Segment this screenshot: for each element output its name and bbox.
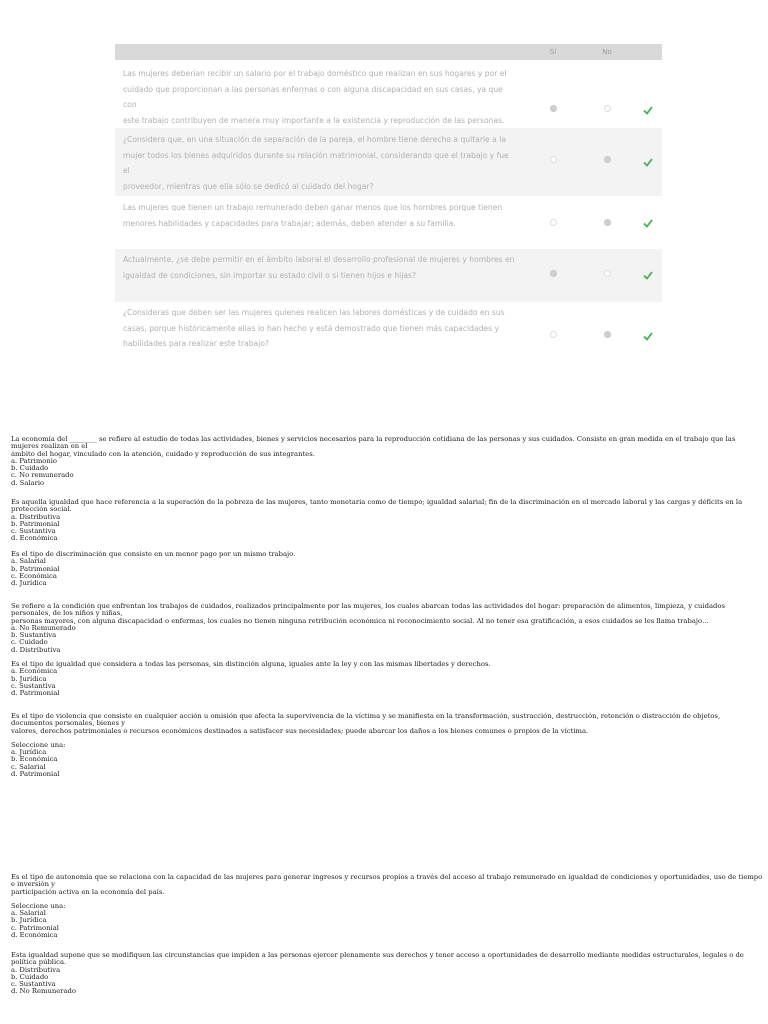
question-line: Es el tipo de autonomía que se relaciona con la capacidad de las mujeres para generar ingresos y recursos propios a través del acceso al trabajo remunerado en igualdad de condiciones y oportunidades, uso de tiempo e inversión y: [11, 873, 763, 889]
survey-row: [115, 128, 662, 196]
question-line: este trabajo contribuyen de manera muy importante a la existencia y reproducción de las personas.: [123, 115, 505, 125]
survey-question: [123, 200, 515, 231]
survey-question: [123, 305, 515, 352]
answer-option[interactable]: d. Jurídica: [11, 579, 47, 588]
question-text: [11, 713, 763, 735]
answer-option[interactable]: a. Distributiva: [11, 512, 61, 521]
radio-no[interactable]: [604, 219, 611, 226]
question-line: Es el tipo de discriminación que consiste en un menor pago por un mismo trabajo.: [11, 550, 296, 558]
question-line: menores habilidades y capacidades para trabajar; además, deben atender a su familia.: [123, 218, 456, 228]
answer-option[interactable]: d. Patrimonial: [11, 689, 60, 698]
answer-option[interactable]: c. Patrimonial: [11, 923, 59, 932]
question-line: habilidades para realizar este trabajo?: [123, 339, 269, 348]
select-prompt: Seleccione una:: [11, 740, 66, 749]
answer-option[interactable]: b. Sustantiva: [11, 631, 57, 640]
answer-option[interactable]: b. Jurídica: [11, 674, 47, 683]
survey-question: [123, 252, 515, 283]
question-line: mujer todos los bienes adquiridos durante su relación matrimonial, considerando que el trabajo y fue el: [123, 150, 509, 175]
quiz-question: [11, 603, 763, 654]
question-text: [11, 603, 763, 625]
question-line: Las mujeres deberían recibir un salario por el trabajo doméstico que realizan en sus hogares y por el: [123, 69, 507, 78]
question-line: Es aquella igualdad que hace referencia a la superación de la pobreza de las mujeres, tanto monetaria como de tiempo; igualdad salarial; fin de la discriminación en el mercado laboral y las cargas y déficits en la protección social.: [11, 498, 743, 514]
answer-option[interactable]: b. Económica: [11, 755, 58, 764]
radio-no[interactable]: [604, 105, 611, 112]
answer-option[interactable]: c. Cuidado: [11, 638, 48, 647]
survey-row: [115, 196, 662, 249]
question-text: [11, 661, 763, 668]
question-line: ¿Considera que, en una situación de separación de la pareja, el hombre tiene derecho a quitarle a la: [123, 135, 506, 144]
question-line: cuidado que proporcionan a las personas enfermas o con alguna discapacidad en sus casas, ya que con: [123, 84, 503, 109]
quiz-question: [11, 874, 763, 939]
question-line: igualdad de condiciones, sin importar su estado civil o si tienen hijos e hijas?: [123, 270, 416, 280]
answer-option[interactable]: d. Patrimonial: [11, 770, 60, 779]
answer-option[interactable]: c. Sustantiva: [11, 980, 56, 989]
answer-option[interactable]: d. Distributiva: [11, 645, 61, 654]
answer-option[interactable]: c. Económica: [11, 571, 57, 580]
question-text: [11, 499, 763, 514]
check-icon: [643, 331, 653, 341]
survey-question: [123, 66, 515, 128]
quiz-question: [11, 436, 763, 487]
question-text: [11, 952, 763, 967]
select-prompt: Seleccione una:: [11, 901, 66, 910]
radio-si[interactable]: [550, 219, 557, 226]
answer-option[interactable]: b. Cuidado: [11, 972, 49, 981]
answer-option[interactable]: b. Patrimonial: [11, 519, 60, 528]
answer-option[interactable]: a. Salarial: [11, 557, 46, 566]
question-line: valores, derechos patrimoniales o recursos económicos destinados a satisfacer sus necesidades; puede abarcar los daños a los bienes comunes o propios de la víctima.: [11, 726, 589, 735]
quiz-question: [11, 713, 763, 778]
radio-si[interactable]: [550, 156, 557, 163]
column-header-si: Sí: [549, 48, 557, 56]
radio-no[interactable]: [604, 270, 611, 277]
answer-option[interactable]: a. Distributiva: [11, 965, 61, 974]
radio-si[interactable]: [550, 331, 557, 338]
question-line: La economía del ________ se refiere al estudio de todas las actividades, bienes y servicios necesarios para la reproducción cotidiana de las personas y sus cuidados. Consiste en gran medida en el trabajo que las mujeres realizan en el: [11, 435, 736, 451]
survey-row: [115, 60, 662, 128]
question-line: Esta igualdad supone que se modifiquen las circunstancias que impiden a las personas ejercer plenamente sus derechos y tener acceso a oportunidades de desarrollo mediante medidas estructurales, legales o de política pública.: [11, 951, 744, 967]
question-text: [11, 874, 763, 896]
answer-option[interactable]: a. Patrimonio: [11, 456, 58, 465]
answer-option[interactable]: a. Económica: [11, 667, 58, 676]
question-line: ¿Consideras que deben ser las mujeres quienes realicen las labores domésticas y de cuidado en sus: [123, 308, 505, 317]
question-text: [11, 436, 763, 458]
question-line: ámbito del hogar, vinculado con la atención, cuidado y reproducción de sus integrantes.: [11, 449, 315, 458]
quiz-question: [11, 499, 763, 543]
question-text: [11, 551, 763, 558]
question-line: casas, porque históricamente ellas lo han hecho y está demostrado que tienen más capacidades y: [123, 323, 499, 333]
answer-option[interactable]: a. Salarial: [11, 909, 46, 918]
question-line: Las mujeres que tienen un trabajo remunerado deben ganar menos que los hombres porque tienen: [123, 203, 503, 212]
answer-option[interactable]: d. Salario: [11, 478, 45, 487]
question-line: participación activa en la economía del país.: [11, 887, 165, 896]
question-line: Es el tipo de violencia que consiste en cualquier acción u omisión que afecta la supervivencia de la víctima y se manifiesta en la transformación, sustracción, destrucción, retención o distracción de objetos, documentos personales, bienes y: [11, 712, 721, 728]
quiz-question: [11, 661, 763, 697]
answer-option[interactable]: a. No Remunerado: [11, 623, 76, 632]
answer-option[interactable]: c. No remunerado: [11, 471, 74, 480]
answer-option[interactable]: b. Jurídica: [11, 916, 47, 925]
check-icon: [643, 218, 653, 228]
survey-header: [115, 44, 662, 60]
question-line: Es el tipo de igualdad que considera a todas las personas, sin distinción alguna, iguales ante la ley y con las mismas libertades y derechos.: [11, 660, 491, 668]
radio-si[interactable]: [550, 270, 557, 277]
answer-option[interactable]: c. Sustantiva: [11, 527, 56, 536]
radio-no[interactable]: [604, 156, 611, 163]
answer-option[interactable]: b. Cuidado: [11, 464, 49, 473]
answer-option[interactable]: d. No Remunerado: [11, 987, 76, 996]
answer-option[interactable]: d. Económica: [11, 534, 58, 543]
survey-table: [115, 44, 662, 368]
survey-question: [123, 132, 515, 194]
survey-row: [115, 302, 662, 368]
answer-option[interactable]: d. Económica: [11, 931, 58, 940]
answer-option[interactable]: c. Salarial: [11, 762, 46, 771]
answer-option[interactable]: a. Jurídica: [11, 748, 47, 757]
radio-si[interactable]: [550, 105, 557, 112]
quiz-question: [11, 551, 763, 587]
radio-no[interactable]: [604, 331, 611, 338]
question-line: personas mayores, con alguna discapacidad o enfermas, los cuales no tienen ninguna retribución económica ni reconocimiento social. Al no tener esa gratificación, a esos cuidados se les llama trabajo…: [11, 616, 709, 625]
answer-option[interactable]: b. Patrimonial: [11, 564, 60, 573]
survey-row: [115, 249, 662, 302]
column-header-no: No: [602, 48, 612, 56]
question-line: proveedor, mientras que ella sólo se dedicó al cuidado del hogar?: [123, 181, 374, 191]
check-icon: [643, 270, 653, 280]
answer-option[interactable]: c. Sustantiva: [11, 681, 56, 690]
quiz-question: [11, 952, 763, 996]
question-line: Se refiere a la condición que enfrentan los trabajos de cuidados, realizados principalmente por las mujeres, los cuales abarcan todas las actividades del hogar: preparación de alimentos, limpieza, y cuidados personales, de los niños y niñas,: [11, 602, 725, 618]
check-icon: [643, 157, 653, 167]
question-line: Actualmente, ¿se debe permitir en el ámbito laboral el desarrollo profesional de mujeres y hombres en: [123, 255, 515, 264]
check-icon: [643, 105, 653, 115]
